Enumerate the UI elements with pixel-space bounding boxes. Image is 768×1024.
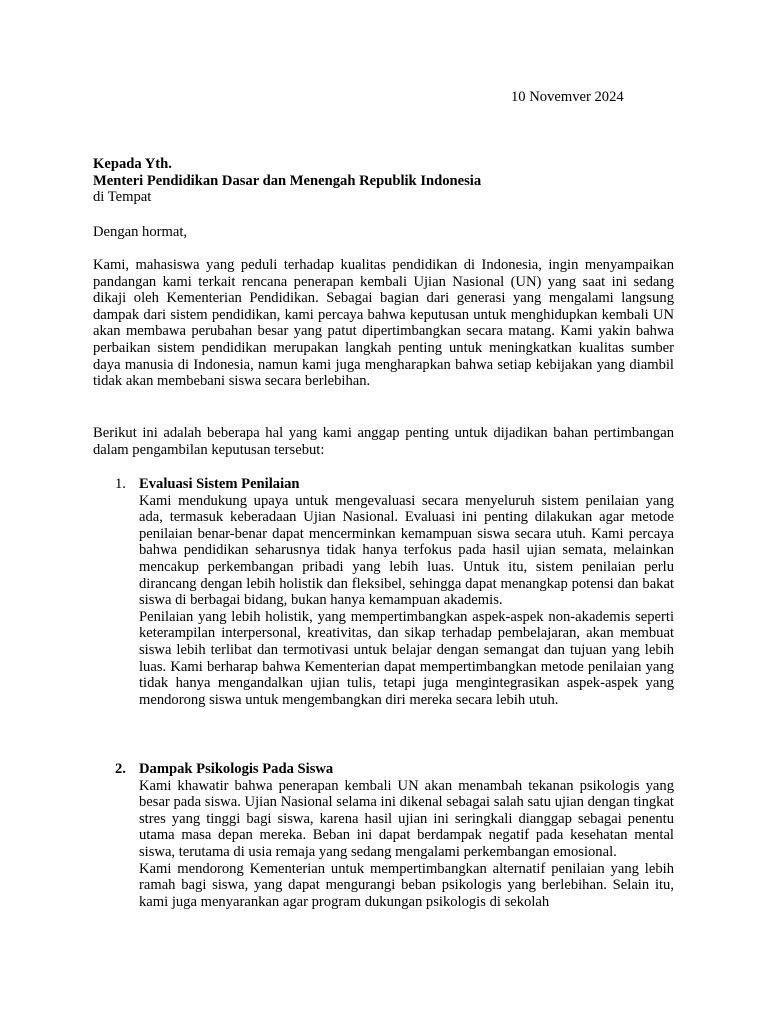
addressee-location: di Tempat (93, 189, 152, 206)
addressee-salutation: Kepada Yth. (93, 156, 172, 172)
point-text-clip (139, 778, 674, 945)
addressee-block (93, 156, 673, 206)
point-title: Dampak Psikologis Pada Siswa (139, 761, 334, 777)
point-paragraph: Kami mendorong Kementerian untuk mempertimbangkan alternatif penilaian yang lebih ramah bagi siswa, yang dapat mengurangi beban psikologis yang berlebihan. Selain itu, kami juga menyarankan agar program dukungan psikologis di sekolah (139, 860, 674, 910)
point-paragraph: Kami khawatir bahwa penerapan kembali UN akan menambah tekanan psikologis yang besar pada siswa. Ujian Nasional selama ini dikenal sebagai salah satu ujian dengan tingkat stres yang tinggi bagi siswa, karena hasil ujian ini seringkali dianggap sebagai penentu utama masa depan mereka. Beban ini dapat berdampak negatif pada kesehatan mental siswa, terutama di usia remaja yang sedang mengalami perkembangan emosional. (139, 777, 674, 860)
addressee-title: Menteri Pendidikan Dasar dan Menengah Republik Indonesia (93, 172, 482, 189)
point-paragraph: Kami mendukung upaya untuk mengevaluasi secara menyeluruh sistem penilaian yang ada, termasuk keberadaan Ujian Nasional. Evaluasi ini penting dilakukan agar metode penilaian benar-benar dapat mencerminkan kemampuan siswa secara utuh. Kami percaya bahwa pendidikan seharusnya tidak hanya terfokus pada hasil ujian semata, melainkan mencakup perkembangan pribadi yang lebih luas. Untuk itu, sistem penilaian perlu dirancang dengan lebih holistik dan fleksibel, sehingga dapat menangkap potensi dan bakat siswa di berbagai bidang, bukan hanya kemampuan akademis. (139, 492, 674, 609)
point-title: Evaluasi Sistem Penilaian (139, 476, 300, 492)
considerations-paragraph: Berikut ini adalah beberapa hal yang kami anggap penting untuk dijadikan bahan pertimbangan dalam pengambilan keputusan tersebut: (93, 425, 674, 458)
point-body (139, 476, 674, 708)
point-item-2 (115, 761, 674, 945)
point-number: 2. (115, 761, 126, 777)
point-item-1 (115, 476, 674, 708)
intro-paragraph: Kami, mahasiswa yang peduli terhadap kualitas pendidikan di Indonesia, ingin menyampaikan pandangan kami terkait rencana penerapan kembali Ujian Nasional (UN) yang saat ini sedang dikaji oleh Kementerian Pendidikan. Sebagai bagian dari generasi yang mengalami langsung dampak dari sistem pendidikan, kami percaya bahwa keputusan untuk menghidupkan kembali UN akan membawa perubahan besar yang patut dipertimbangkan secara matang. Kami yakin bahwa perbaikan sistem pendidikan merupakan langkah penting untuk meningkatkan kualitas sumber daya manusia di Indonesia, namun kami juga mengharapkan bahwa setiap kebijakan yang diambil tidak akan membebani siswa secara berlebihan. (93, 257, 674, 390)
greeting: Dengan hormat, (93, 224, 188, 240)
point-paragraph: Penilaian yang lebih holistik, yang mempertimbangkan aspek-aspek non-akademis seperti keterampilan interpersonal, kreativitas, dan sikap terhadap pembelajaran, akan membuat siswa lebih terlibat dan termotivasi untuk belajar dengan semangat dan tujuan yang lebih luas. Kami berharap bahwa Kementerian dapat mempertimbangkan metode penilaian yang tidak hanya mengandalkan ujian tulis, tetapi juga mengintegrasikan aspek-aspek yang mendorong siswa untuk mengembangkan diri mereka secara lebih utuh. (139, 608, 674, 708)
letter-date: 10 Novemver 2024 (511, 89, 624, 105)
point-body (139, 761, 674, 945)
point-number: 1. (115, 476, 126, 492)
